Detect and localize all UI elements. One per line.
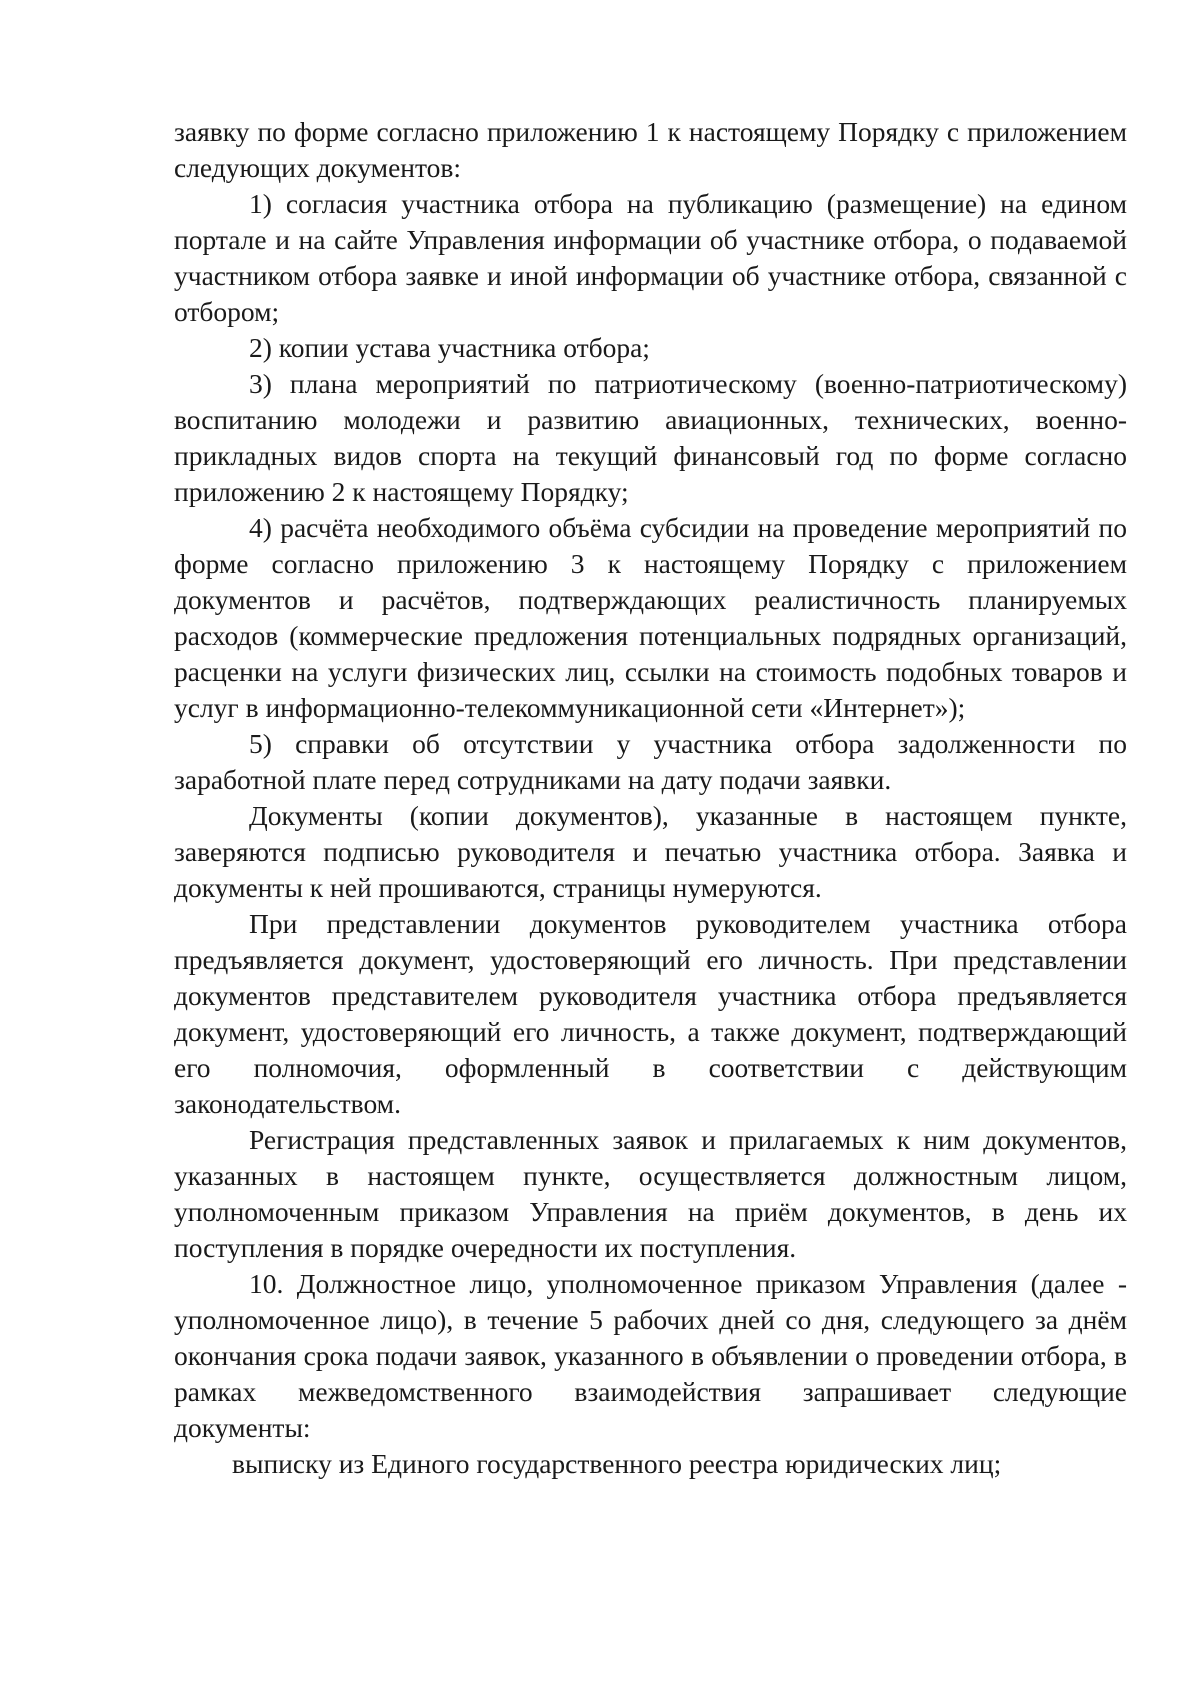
paragraph-registration: Регистрация представленных заявок и прилагаемых к ним документов, указанных в настоящем пункте, осуществляется должностным лицом, уполномоченным приказом Управления на приём документов, в день их поступления в порядке очередности их поступления. — [174, 1124, 1127, 1263]
paragraph-item-4-calculation: 4) расчёта необходимого объёма субсидии на проведение мероприятий по форме согласно приложению 3 к настоящему Порядку с приложением документов и расчётов, подтверждающих реалистичность планируемых расходов (коммерческие предложения потенциальных подрядных организаций, расценки на услуги физических лиц, ссылки на стоимость подобных товаров и услуг в информационно-телекоммуникационной сети «Интернет»); — [174, 512, 1127, 723]
paragraph-identity-presentation: При представлении документов руководителем участника отбора предъявляется документ, удостоверяющий его личность. При представлении документов представителем руководителя участника отбора предъявляется документ, удостоверяющий его личность, а также документ, подтверждающий его полномочия, оформленный в соответствии с действующим законодательством. — [174, 908, 1127, 1119]
paragraph-application-form: заявку по форме согласно приложению 1 к настоящему Порядку с приложением следующих документов: — [174, 116, 1127, 183]
paragraph-item-3-plan: 3) плана мероприятий по патриотическому (военно-патриотическому) воспитанию молодежи и развитию авиационных, технических, военно-прикладных видов спорта на текущий финансовый год по форме согласно приложению 2 к настоящему Порядку; — [174, 368, 1127, 507]
paragraph-section-10: 10. Должностное лицо, уполномоченное приказом Управления (далее - уполномоченное лицо), в течение 5 рабочих дней со дня, следующего за днём окончания срока подачи заявок, указанного в объявлении о проведении отбора, в рамках межведомственного взаимодействия запрашивает следующие документы: — [174, 1268, 1127, 1443]
paragraph-item-2-charter: 2) копии устава участника отбора; — [249, 332, 650, 363]
paragraph-item-1-consent: 1) согласия участника отбора на публикацию (размещение) на едином портале и на сайте Управления информации об участнике отбора, о подаваемой участником отбора заявке и иной информации об участнике отбора, связанной с отбором; — [174, 188, 1127, 327]
document-body — [174, 114, 1127, 1482]
paragraph-item-5-certificate: 5) справки об отсутствии у участника отбора задолженности по заработной плате перед сотрудниками на дату подачи заявки. — [174, 728, 1127, 795]
paragraph-registry-extract: выписку из Единого государственного реестра юридических лиц; — [232, 1448, 1002, 1479]
paragraph-documents-certification: Документы (копии документов), указанные в настоящем пункте, заверяются подписью руководителя и печатью участника отбора. Заявка и документы к ней прошиваются, страницы нумеруются. — [174, 800, 1127, 903]
